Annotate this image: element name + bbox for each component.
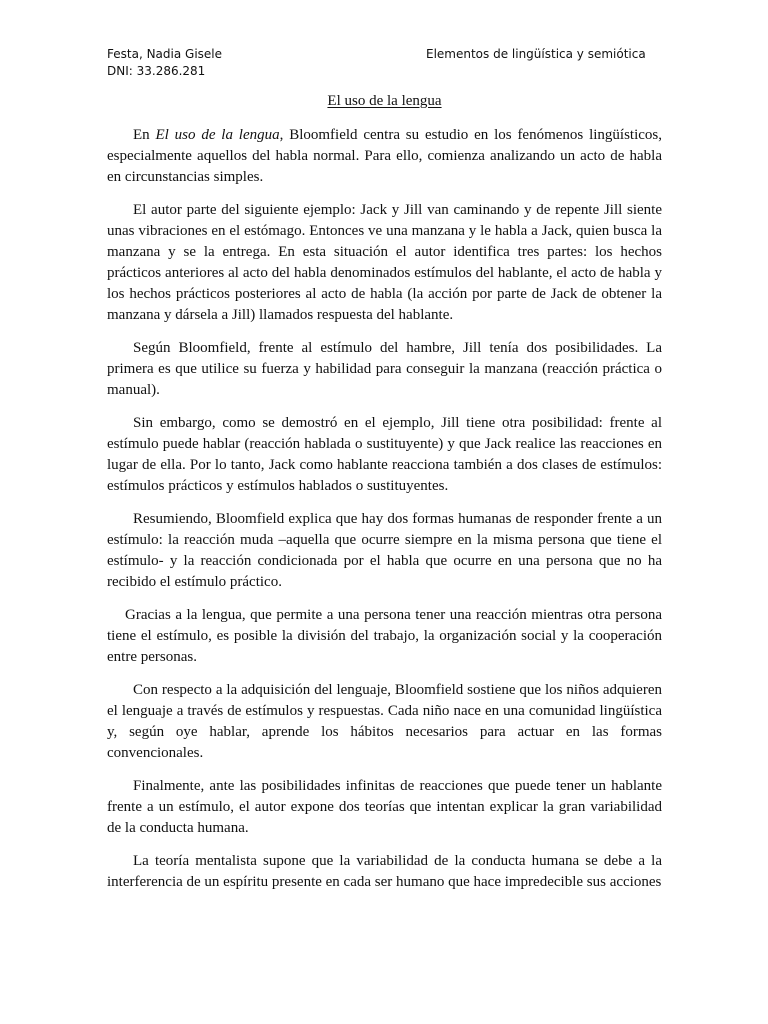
paragraph-4: Sin embargo, como se demostró en el ejemplo, Jill tiene otra posibilidad: frente al estímulo puede hablar (reacción hablada o sustituyente) y que Jack realice las reacciones en lugar de ella. Por lo tanto, Jack como hablante reacciona también a dos clases de estímulos: estímulos prácticos y estímulos hablados o sustituyentes.: [107, 415, 662, 494]
course-name: Elementos de lingüística y semiótica: [426, 47, 646, 61]
paragraph-1-italic-title: El uso de la lengua: [155, 127, 280, 143]
paragraph-7: Con respecto a la adquisición del lenguaje, Bloomfield sostiene que los niños adquieren el lenguaje a través de estímulos y respuestas. Cada niño nace en una comunidad lingüística y, según oye hablar, aprende los hábitos necesarios para actuar en las formas convencionales.: [107, 682, 662, 761]
document-body: [107, 125, 662, 905]
paragraph-5: Resumiendo, Bloomfield explica que hay dos formas humanas de responder frente a un estímulo: la reacción muda –aquella que ocurre siempre en la misma persona que tiene el estímulo- y la reacción condicionada por el habla que ocurre en una persona que no ha recibido el estímulo práctico.: [107, 511, 662, 590]
paragraph-3: Según Bloomfield, frente al estímulo del hambre, Jill tenía dos posibilidades. La primera es que utilice su fuerza y habilidad para conseguir la manzana (reacción práctica o manual).: [107, 340, 662, 398]
header-course-block: [426, 46, 646, 63]
paragraph-1-before: En: [133, 127, 156, 143]
author-dni: DNI: 33.286.281: [107, 64, 206, 78]
header-author-block: [107, 46, 222, 80]
paragraph-9: La teoría mentalista supone que la variabilidad de la conducta humana se debe a la interferencia de un espíritu presente en cada ser humano que hace impredecible sus acciones: [107, 853, 662, 890]
paragraph-2: El autor parte del siguiente ejemplo: Jack y Jill van caminando y de repente Jill siente unas vibraciones en el estómago. Entonces ve una manzana y le habla a Jack, quien busca la manzana y se la entrega. En esta situación el autor identifica tres partes: los hechos prácticos anteriores al acto del habla denominados estímulos del hablante, el acto de habla y los hechos prácticos posteriores al acto de habla (la acción por parte de Jack de obtener la manzana y dársela a Jill) llamados respuesta del hablante.: [107, 202, 662, 323]
author-name: Festa, Nadia Gisele: [107, 47, 223, 61]
paragraph-1: [107, 125, 662, 188]
paragraph-6: Gracias a la lengua, que permite a una persona tener una reacción mientras otra persona tiene el estímulo, es posible la división del trabajo, la organización social y la cooperación entre personas.: [107, 607, 662, 665]
paragraph-8: Finalmente, ante las posibilidades infinitas de reacciones que puede tener un hablante frente a un estímulo, el autor expone dos teorías que intentan explicar la gran variabilidad de la conducta humana.: [107, 778, 662, 836]
document-title: El uso de la lengua: [327, 93, 442, 109]
paragraph-1-after: , Bloomfield centra su estudio en los fenómenos lingüísticos, especialmente aquellos del habla normal. Para ello, comienza analizando un acto de habla en circunstancias simples.: [107, 127, 662, 185]
